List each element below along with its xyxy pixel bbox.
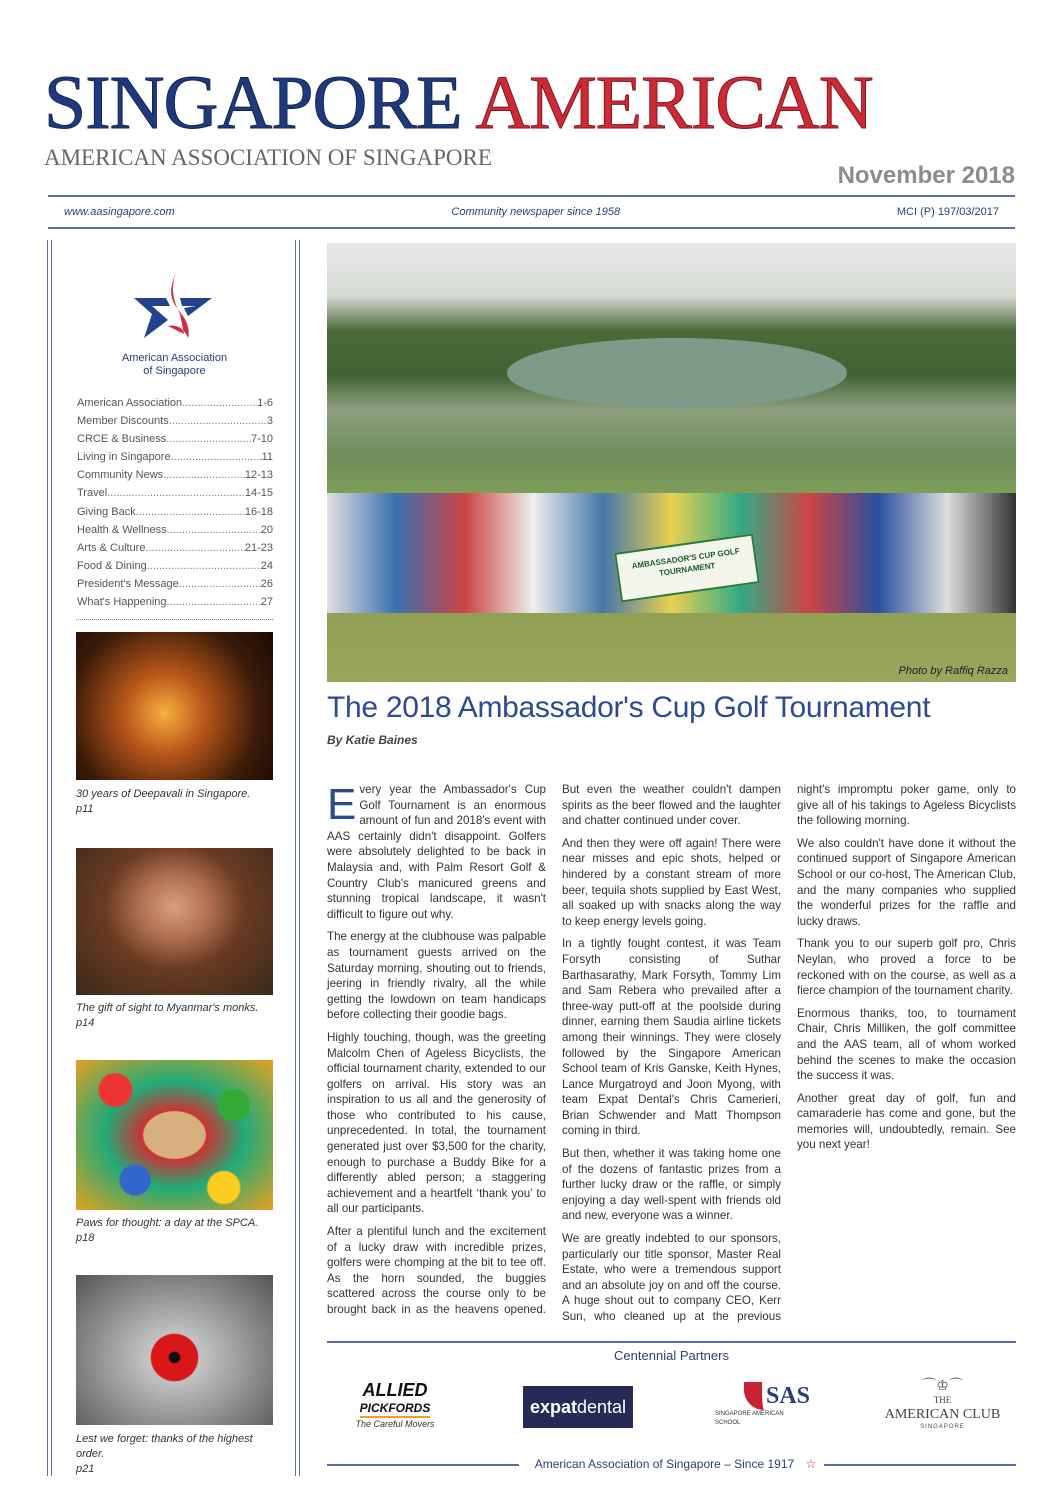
- article-paragraph: [327, 782, 546, 922]
- caption-text: The gift of sight to Myanmar's monks.: [76, 1002, 259, 1014]
- toc-pages: 1-6: [257, 397, 273, 409]
- tournament-banner: AMBASSADOR'S CUP GOLF TOURNAMENT: [614, 534, 760, 603]
- logo-text: The Careful Movers: [355, 1419, 435, 1429]
- toc-pages: 16-18: [244, 505, 273, 518]
- aas-star-logo-icon: [130, 268, 216, 348]
- logo-text: SINGAPORE AMERICAN SCHOOL: [715, 1411, 784, 1426]
- article-paragraph: After a plentiful lunch and the excitement of a lucky draw with incredible prizes, golfers were chomping at the bit to tee off. As the horn sounded, the buggies scattered across the course only to be brought back in as the heavens opened. But even the weather couldn't dampen spirits as the beer flowed and the laughter and chatter continued under cover.: [327, 783, 781, 1316]
- drop-cap: E: [327, 780, 357, 829]
- caption-page: p14: [76, 1017, 95, 1029]
- toc-item[interactable]: [77, 394, 273, 412]
- article-body: [327, 782, 1016, 1330]
- article-paragraph: And then they were off again! There were near misses and epic shots, helped or hindered by a constant stream of more beer, tequila shots supplied by East West, all soaked up with snacks along the way to keep energy levels going.: [562, 836, 781, 928]
- feature-caption[interactable]: [76, 1216, 276, 1246]
- feature-caption[interactable]: [76, 787, 276, 817]
- toc-label: Living in Singapore: [77, 451, 171, 464]
- paragraph-text: very year the Ambassador's Cup Golf Tournament is an enormous amount of fun and 2018's event with AAS certainly didn't disappoint. Golfers were absolutely delighted to be back in Malaysia and, with Palm Resort Golf & Country Club's manicured greens and stunning tropical landscape, it wasn't difficult to figure out why.: [327, 783, 546, 921]
- toc-pages: 24: [260, 559, 273, 572]
- expat-dental-logo[interactable]: [523, 1386, 633, 1428]
- masthead-subtitle: AMERICAN ASSOCIATION OF SINGAPORE: [44, 145, 492, 170]
- caption-page: p11: [76, 803, 94, 815]
- caption-text: Lest we forget: thanks of the highest order.: [76, 1433, 253, 1460]
- deepavali-lamp-image[interactable]: [76, 632, 273, 780]
- divider: [76, 619, 273, 620]
- allied-pickfords-logo[interactable]: [340, 1372, 450, 1438]
- toc-label: What's Happening: [77, 596, 167, 609]
- photo-credit: Photo by Raffiq Razza: [898, 665, 1008, 677]
- aas-logo-text: [76, 352, 273, 378]
- toc-pages: 11: [261, 451, 273, 464]
- monk-portrait-image[interactable]: [76, 848, 273, 995]
- website-link[interactable]: www.aasingapore.com: [64, 206, 175, 218]
- toc-label: Travel: [77, 487, 108, 500]
- star-icon: ☆: [805, 1457, 817, 1471]
- column-rule: [47, 240, 52, 1476]
- article-paragraph: We also couldn't have done it without the continued support of Singapore American School or our co-host, The American Club, and the many companies who supplied the wonderful prizes for the raffle and lucky draws.: [797, 836, 1016, 928]
- column-rule: [295, 240, 300, 1476]
- logo-text: expat: [529, 1397, 577, 1417]
- toc-pages: 27: [260, 596, 273, 609]
- article-paragraph: We are greatly indebted to our sponsors, particularly our title sponsor, Master Real Estate, who were a tremendous support and an absolute joy on and off the course. A huge shout out to company CEO, Kerr Sun, who cleaned up at the previous night's impromptu poker game, only to give all of his takings to Ageless Bicyclists the following morning.: [562, 783, 1016, 1323]
- toc-item[interactable]: [77, 448, 273, 466]
- toc-label: Health & Wellness: [77, 523, 167, 536]
- article-paragraph: Highly touching, though, was the greeting Malcolm Chen of Ageless Bicyclists, the official tournament charity, extended to our golfers on arrival. His story was an inspiration to us all and the generosity of those who contributed to his cause, unprecedented. In total, the tournament generated just over $3,500 for the charity, enough to purchase a Buddy Bike for a differently abled person; a staggering achievement and a heartfelt ‘thank you’ to all our participants.: [327, 1030, 546, 1216]
- toc-label: Community News: [77, 469, 164, 482]
- toc-label: Food & Dining: [77, 559, 147, 572]
- american-club-logo[interactable]: [880, 1372, 1005, 1438]
- tagline: Community newspaper since 1958: [451, 206, 621, 218]
- toc-item[interactable]: [77, 575, 273, 593]
- logo-text: PICKFORDS: [360, 1401, 431, 1418]
- toc-pages: 7-10: [250, 433, 273, 446]
- toc-label: Giving Back: [77, 505, 136, 518]
- toc-label: President's Message: [77, 577, 179, 590]
- lake: [507, 338, 847, 408]
- toc-item[interactable]: [77, 557, 273, 575]
- logo-text: ALLIED: [362, 1380, 428, 1400]
- toc-label: CRCE & Business: [77, 433, 167, 446]
- article-paragraph: Another great day of golf, fun and camaraderie has come and gone, but the memories will, undoubtedly, remain. See you next year!: [797, 1091, 1016, 1152]
- logo-text: SAS: [744, 1382, 810, 1410]
- caption-page: p21: [76, 1463, 95, 1475]
- article-paragraph: The energy at the clubhouse was palpable as tournament guests arrived on the Saturday morning, shouting out to friends, jeering in friendly rivalry, all the while getting the lowdown on team handicaps before collecting their goodie bags.: [327, 930, 546, 1022]
- info-bar: [48, 203, 1015, 221]
- caption-text: 30 years of Deepavali in Singapore.: [76, 788, 251, 800]
- golf-group-photo[interactable]: [327, 243, 1016, 682]
- partners-title: Centennial Partners: [614, 1348, 729, 1363]
- feature-caption[interactable]: [76, 1432, 276, 1477]
- toc-item[interactable]: [77, 503, 273, 521]
- toc-item[interactable]: [77, 412, 273, 430]
- logo-line: of Singapore: [143, 365, 206, 377]
- toc-label: Member Discounts: [77, 415, 169, 428]
- caption-page: p18: [76, 1232, 95, 1244]
- toc-item[interactable]: [77, 484, 273, 502]
- toc-pages: 12-13: [244, 469, 273, 482]
- divider: [48, 195, 1015, 197]
- logo-text: dental: [576, 1397, 627, 1417]
- toc-item[interactable]: [77, 466, 273, 484]
- divider: [327, 1341, 1016, 1343]
- eagle-icon: ⌒♔⌒: [922, 1379, 963, 1394]
- article-paragraph: But then, whether it was taking home one of the dozens of fantastic prizes from a further lucky draw or the raffle, or simply enjoying a day well-spent with friends old and new, everyone was a winner.: [562, 1147, 781, 1223]
- toc-label: American Association: [77, 397, 183, 409]
- table-of-contents: [77, 394, 273, 611]
- divider: [48, 227, 1015, 229]
- spca-dog-image[interactable]: [76, 1060, 273, 1210]
- article-paragraph: Thank you to our superb golf pro, Chris Neylan, who proved a force to be reckoned with on the course, as well as a fierce champion of the tournament charity.: [797, 937, 1016, 998]
- toc-pages: 14-15: [244, 487, 273, 500]
- logo-line: American Association: [121, 352, 228, 364]
- toc-pages: 20: [260, 523, 273, 536]
- poppy-image[interactable]: [76, 1275, 273, 1425]
- caption-text: Paws for thought: a day at the SPCA.: [76, 1217, 259, 1229]
- footer-text: American Association of Singapore – Since 1917: [527, 1457, 803, 1471]
- toc-item[interactable]: [77, 539, 273, 557]
- article-headline: The 2018 Ambassador's Cup Golf Tournament: [327, 691, 931, 724]
- toc-label: Arts & Culture: [77, 541, 146, 554]
- article-byline: By Katie Baines: [327, 733, 418, 747]
- sas-logo[interactable]: [715, 1372, 810, 1438]
- title-singapore: SINGAPORE: [44, 61, 462, 145]
- toc-pages: 3: [266, 415, 273, 428]
- masthead-title: [44, 61, 873, 145]
- feature-caption[interactable]: [76, 1001, 276, 1031]
- article-paragraph: In a tightly fought contest, it was Team Forsyth consisting of Suthar Barthasarathy, Mark Forsyth, Tommy Lim and Sam Rebera who prevailed after a three-way putt-off at the poolside during dinner, earning them Saudia airline tickets among their winnings. They were closely followed by the Singapore American School team of Kris Ganske, Keith Hynes, Lance Murgatroyd and Joon Myong, with team Expat Dental's Chris Camerieri, Brian Schwender and Matt Thompson coming in third.: [562, 937, 781, 1138]
- toc-item[interactable]: [77, 521, 273, 539]
- toc-pages: 21-23: [244, 541, 273, 554]
- footer: [327, 1455, 1016, 1473]
- mci-number: MCI (P) 197/03/2017: [896, 206, 999, 218]
- article-paragraph: Enormous thanks, too, to tournament Chair, Chris Milliken, the golf committee and the AAS team, all of whom worked behind the scenes to make the occasion the success it was.: [797, 1006, 1016, 1083]
- logo-text: THE: [933, 1395, 952, 1405]
- title-american: AMERICAN: [475, 61, 873, 145]
- toc-item[interactable]: [77, 430, 273, 448]
- logo-text: SINGAPORE: [920, 1424, 965, 1430]
- toc-pages: 26: [260, 577, 273, 590]
- issue-date: November 2018: [837, 162, 1015, 189]
- toc-item[interactable]: [77, 593, 273, 611]
- logo-text: AMERICAN CLUB: [884, 1407, 1001, 1422]
